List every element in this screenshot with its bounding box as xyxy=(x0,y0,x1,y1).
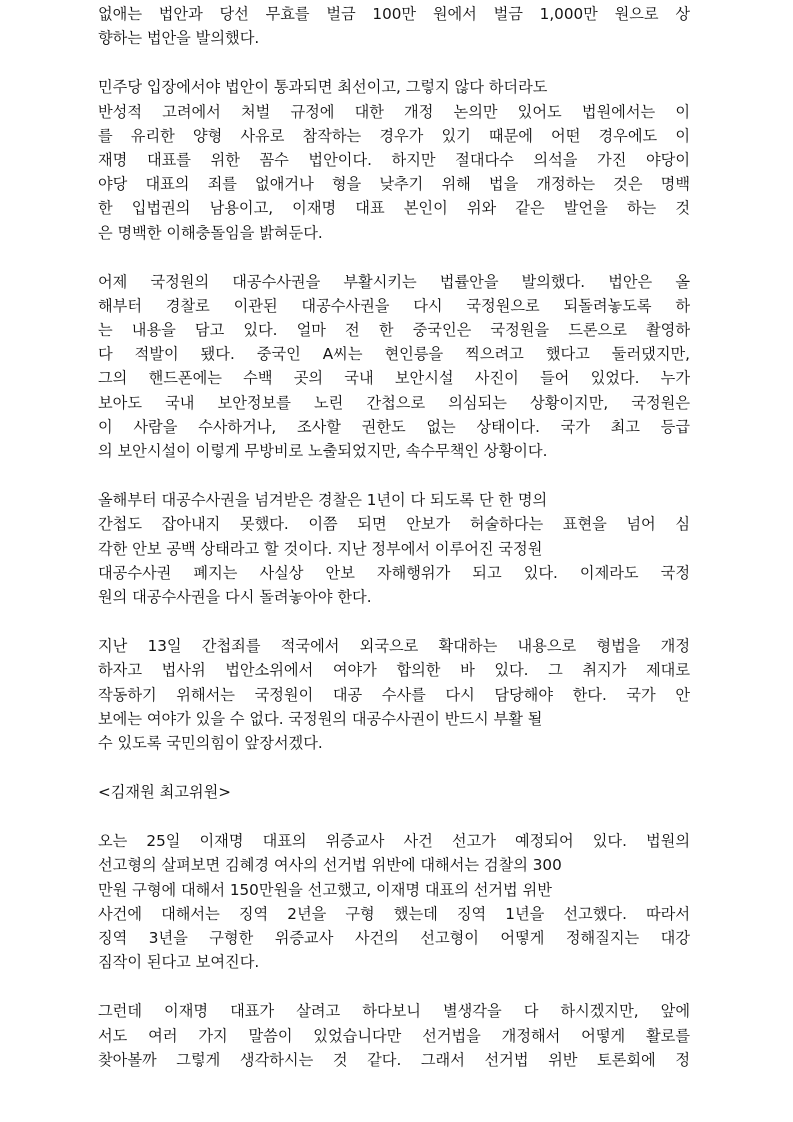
paragraph-5 xyxy=(98,634,690,755)
text-line: 야당 대표의 죄를 없애거나 형을 낮추기 위해 법을 개정하는 것은 명백 xyxy=(98,175,690,194)
paragraph-1 xyxy=(98,2,690,50)
text-line: 징역 3년을 구형한 위증교사 사건의 선고형이 어떻게 정해질지는 대강 xyxy=(98,929,690,947)
text-line: 는 내용을 담고 있다. 얼마 전 한 중국인은 국정원을 드론으로 촬영하 xyxy=(98,321,690,340)
text-line: 사건에 대해서는 징역 2년을 구형 했는데 징역 1년을 선고했다. 따라서 xyxy=(98,904,690,923)
text-line: 향하는 법안을 발의했다. xyxy=(98,29,260,48)
text-line: 민주당 입장에서야 법안이 통과되면 최선이고, 그렇지 않다 하더라도 xyxy=(98,78,548,97)
paragraph-6 xyxy=(98,829,690,974)
text-line: 그런데 이재명 대표가 살려고 하다보니 별생각을 다 하시겠지만, 앞에 xyxy=(98,1002,690,1021)
text-line: 수 있도록 국민의힘이 앞장서겠다. xyxy=(98,733,323,752)
text-line: 각한 안보 공백 상태라고 할 것이다. 지난 정부에서 이루어진 국정원 xyxy=(98,539,543,558)
paragraph-4 xyxy=(98,488,690,609)
text-line: 간첩도 잡아내지 못했다. 이쯤 되면 안보가 허술하다는 표현을 넘어 심 xyxy=(98,515,690,534)
text-line: 은 명백한 이해충돌임을 밝혀둔다. xyxy=(98,223,323,242)
text-line: 찾아볼까 그렇게 생각하시는 것 같다. 그래서 선거법 위반 토론회에 정 xyxy=(98,1050,690,1069)
text-line: 대공수사권 폐지는 사실상 안보 자해행위가 되고 있다. 이제라도 국정 xyxy=(98,563,690,582)
text-line: 만원 구형에 대해서 150만원을 선고했고, 이재명 대표의 선거법 위반 xyxy=(98,880,552,899)
speaker-heading xyxy=(98,780,690,804)
text-line: 해부터 경찰로 이관된 대공수사권을 다시 국정원으로 되돌려놓도록 하 xyxy=(98,296,690,315)
text-line: 선고형의 살펴보면 김혜경 여사의 선거법 위반에 대해서는 검찰의 300 xyxy=(98,856,562,875)
document-body xyxy=(98,0,690,1072)
text-line: 서도 여러 가지 말씀이 있었습니다만 선거법을 개정해서 어떻게 활로를 xyxy=(98,1026,690,1045)
text-line: 반성적 고려에서 처벌 규정에 대한 개정 논의만 있어도 법원에서는 이 xyxy=(98,102,690,121)
text-line: 어제 국정원의 대공수사권을 부활시키는 법률안을 발의했다. 법안은 올 xyxy=(98,272,690,291)
paragraph-2 xyxy=(98,75,690,244)
speaker-name: <김재원 최고위원> xyxy=(98,783,231,802)
text-line: 짐작이 된다고 보여진다. xyxy=(98,953,260,972)
text-line: 보아도 국내 보안정보를 노린 간첩으로 의심되는 상황이지만, 국정원은 xyxy=(98,393,690,412)
text-line: 이 사람을 수사하거나, 조사할 권한도 없는 상태이다. 국가 최고 등급 xyxy=(98,417,690,436)
paragraph-7 xyxy=(98,999,690,1072)
text-line: 를 유리한 양형 사유로 참작하는 경우가 있기 때문에 어떤 경우에도 이 xyxy=(98,126,690,145)
text-line: 재명 대표를 위한 꼼수 법안이다. 하지만 절대다수 의석을 가진 야당이 xyxy=(98,150,690,169)
text-line: 올해부터 대공수사권을 넘겨받은 경찰은 1년이 다 되도록 단 한 명의 xyxy=(98,491,548,510)
text-line: 한 입법권의 남용이고, 이재명 대표 본인이 위와 같은 발언을 하는 것 xyxy=(98,199,690,218)
text-line: 원의 대공수사권을 다시 돌려놓아야 한다. xyxy=(98,587,372,606)
text-line: 의 보안시설이 이렇게 무방비로 노출되었지만, 속수무책인 상황이다. xyxy=(98,442,548,460)
text-line: 그의 핸드폰에는 수백 곳의 국내 보안시설 사진이 들어 있었다. 누가 xyxy=(98,369,690,388)
text-line: 지난 13일 간첩죄를 적국에서 외국으로 확대하는 내용으로 형법을 개정 xyxy=(98,637,690,656)
text-line: 하자고 법사위 법안소위에서 여야가 합의한 바 있다. 그 취지가 제대로 xyxy=(98,661,690,680)
text-line: 없애는 법안과 당선 무효를 벌금 100만 원에서 벌금 1,000만 원으로 상 xyxy=(98,5,690,23)
paragraph-3 xyxy=(98,270,690,464)
text-line: 보에는 여야가 있을 수 없다. 국정원의 대공수사권이 반드시 부활 될 xyxy=(98,709,543,728)
text-line: 작동하기 위해서는 국정원이 대공 수사를 다시 담당해야 한다. 국가 안 xyxy=(98,685,690,704)
text-line: 오는 25일 이재명 대표의 위증교사 사건 선고가 예정되어 있다. 법원의 xyxy=(98,832,690,851)
text-line: 다 적발이 됐다. 중국인 A씨는 현인릉을 찍으려고 했다고 둘러댔지만, xyxy=(98,345,690,364)
